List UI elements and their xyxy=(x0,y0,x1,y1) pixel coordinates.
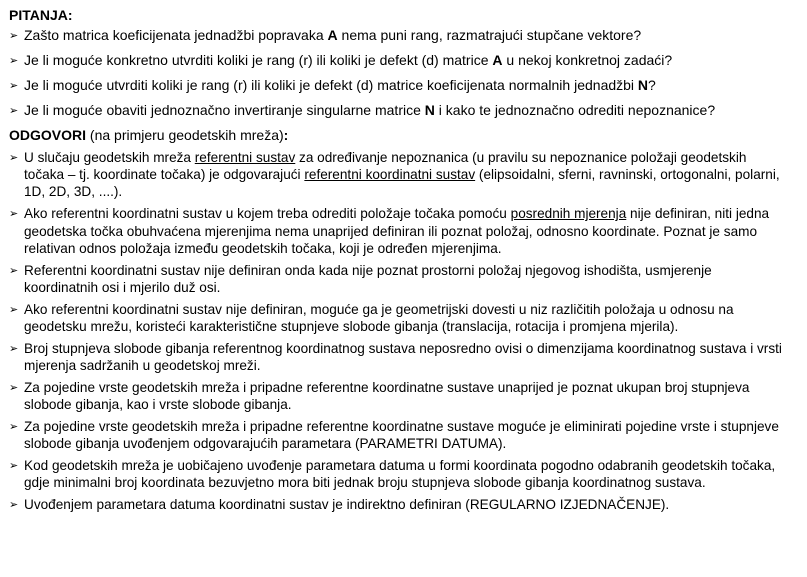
answer-item xyxy=(9,340,799,374)
arrow-bullet-icon: ➢ xyxy=(9,30,19,42)
answer-item xyxy=(9,379,799,413)
arrow-bullet-icon: ➢ xyxy=(9,208,19,221)
answer-item xyxy=(9,418,799,452)
answer-text: Uvođenjem parametara datuma koordinatni sustav je indirektno definiran (REGULARNO IZJEDNAČENJE). xyxy=(24,497,670,513)
answer-item xyxy=(9,496,799,514)
answer-text: Kod geodetskih mreža je uobičajeno uvođenje parametara datuma u formi koordinata pogodno odabranih geodetskih točaka, gdje minimalni broj koordinata bezuvjetno mora biti jednak broju stupnjeva slobode gibanja koordinatnog sustava. xyxy=(24,458,776,491)
answer-text: Za pojedine vrste geodetskih mreža i pripadne referentne koordinatne sustave unaprijed je poznat ukupan broj stupnjeva slobode gibanja, kao i vrste slobode gibanja. xyxy=(24,379,750,413)
question-item xyxy=(9,76,799,95)
answer-item xyxy=(9,301,799,335)
arrow-bullet-icon: ➢ xyxy=(9,381,19,394)
answer-text: Za pojedine vrste geodetskih mreža i pripadne referentne koordinatne sustave moguće je eliminirati pojedine vrste i stupnjeve slobode gibanja uvođenjem odgovarajućih parametara (PARAMETRI DATUMA). xyxy=(24,418,779,452)
arrow-bullet-icon: ➢ xyxy=(9,342,19,355)
answer-text: Ako referentni koordinatni sustav u kojem treba odrediti položaje točaka pomoću posrednih mjerenja nije definiran, niti jedna geodetska točka obuhvaćena mjerenjima nema unaprijed definiran ili poznat položaj, odnosno koordinate. Poznat je samo relativan odnos položaja između geodetskih točaka, koji je određen mjerenjima. xyxy=(24,206,770,256)
question-text: Zašto matrica koeficijenata jednadžbi popravaka A nema puni rang, razmatrajući stupčane vektore? xyxy=(24,27,642,43)
arrow-bullet-icon: ➢ xyxy=(9,105,19,117)
question-text: Je li moguće obaviti jednoznačno invertiranje singularne matrice N i kako te jednoznačno odrediti nepoznanice? xyxy=(24,102,716,118)
arrow-bullet-icon: ➢ xyxy=(9,152,19,164)
answer-item xyxy=(9,149,799,201)
arrow-bullet-icon: ➢ xyxy=(9,460,19,473)
document xyxy=(9,6,799,519)
answers-heading: ODGOVORI (na primjeru geodetskih mreža): xyxy=(9,127,289,143)
answer-text: Ako referentni koordinatni sustav nije definiran, moguće ga je geometrijski dovesti u niz različitih položaja u odnosu na geodetsku mrežu, koristeći karakteristične stupnjeve slobode gibanja (translacija, rotacija i promjena mjerila). xyxy=(24,301,734,334)
answer-item xyxy=(9,457,799,491)
arrow-bullet-icon: ➢ xyxy=(9,420,19,433)
answer-text: Referentni koordinatni sustav nije definiran onda kada nije poznat prostorni položaj njegovog ishodišta, usmjerenje koordinatnih osi i mjerilo duž osi. xyxy=(24,262,712,295)
arrow-bullet-icon: ➢ xyxy=(9,499,19,512)
answers-list xyxy=(9,149,799,514)
question-text: Je li moguće konkretno utvrditi koliki je rang (r) ili koliki je defekt (d) matrice A u nekoj konkretnoj zadaći? xyxy=(24,52,673,68)
arrow-bullet-icon: ➢ xyxy=(9,55,19,67)
question-item xyxy=(9,26,799,45)
answer-item xyxy=(9,262,799,296)
answer-item xyxy=(9,205,799,257)
question-item xyxy=(9,51,799,70)
arrow-bullet-icon: ➢ xyxy=(9,264,19,277)
arrow-bullet-icon: ➢ xyxy=(9,303,19,316)
arrow-bullet-icon: ➢ xyxy=(9,80,19,92)
questions-heading: PITANJA: xyxy=(9,7,73,23)
answer-text: Broj stupnjeva slobode gibanja referentnog koordinatnog sustava neposredno ovisi o dimenzijama koordinatnog sustava i vrsti mjerenja sadržanih u geodetskoj mreži. xyxy=(24,340,782,373)
question-text: Je li moguće utvrditi koliki je rang (r) ili koliki je defekt (d) matrice koeficijenata normalnih jednadžbi N? xyxy=(24,77,656,93)
answer-text: U slučaju geodetskih mreža referentni sustav za određivanje nepoznanica (u pravilu su nepoznanice položaji geodetskih točaka – tj. koordinate točaka) je odgovarajući referentni koordinatni sustav (elipsoidalni, sferni, ravninski, ortogonalni, polarni, 1D, 2D, 3D, ....). xyxy=(24,150,780,200)
question-item xyxy=(9,101,799,120)
questions-list xyxy=(9,26,799,120)
